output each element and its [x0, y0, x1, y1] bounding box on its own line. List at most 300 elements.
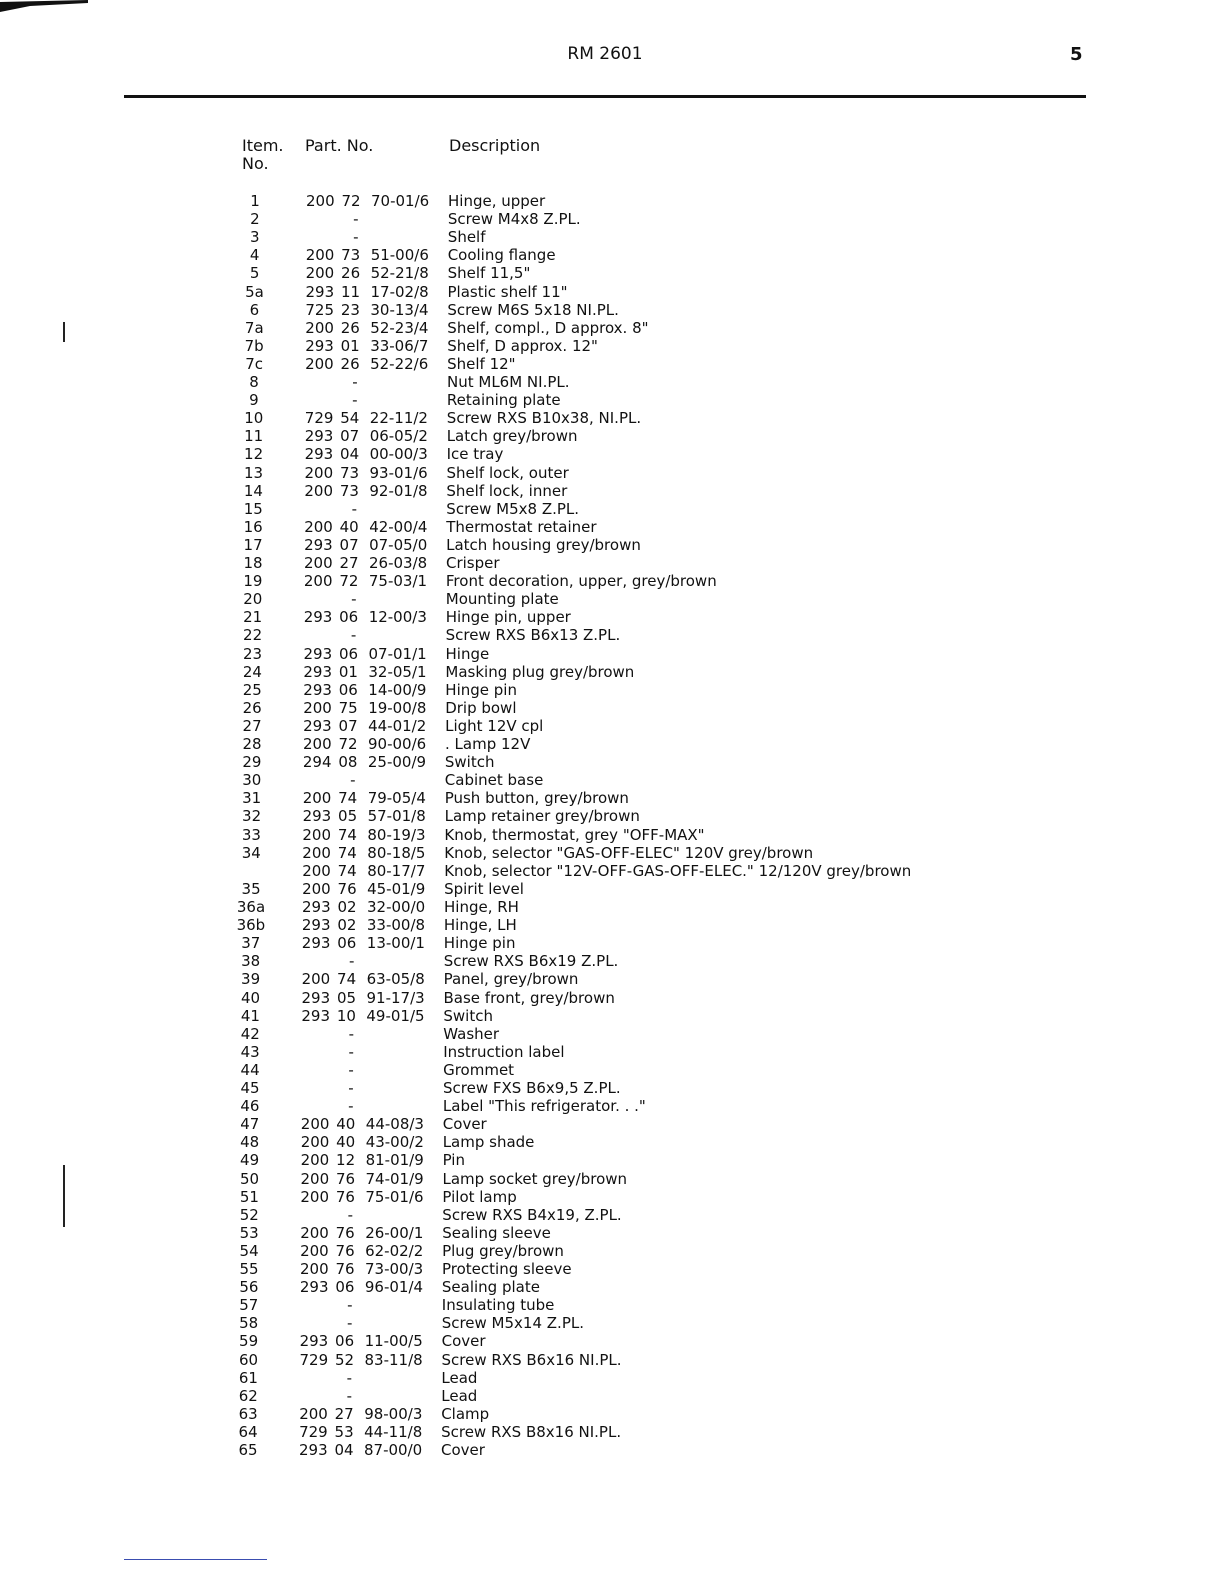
part-number-suffix: 30-13/4 — [370, 300, 429, 319]
part-number-prefix: 293 — [302, 807, 332, 826]
part-number-group: 76 — [337, 879, 357, 898]
part-number-prefix: 200 — [299, 1404, 328, 1423]
part-number-prefix: 200 — [302, 879, 331, 898]
part-number-suffix: 32-05/1 — [368, 662, 427, 681]
part-number-suffix: 12-00/3 — [368, 608, 427, 627]
part-number-group: 06 — [338, 644, 359, 663]
part-number-suffix: 45-01/9 — [367, 879, 426, 898]
part-number-prefix: 200 — [304, 481, 334, 500]
part-number-group: 40 — [339, 517, 359, 536]
table-row — [0, 409, 1224, 427]
part-number-suffix: 98-00/3 — [364, 1404, 423, 1423]
item-number: 5 — [249, 264, 260, 283]
part-number-prefix: 729 — [304, 409, 334, 428]
part-number-suffix: 75-01/6 — [365, 1187, 424, 1206]
table-row — [0, 934, 1224, 952]
part-number-suffix: 42-00/4 — [369, 517, 428, 536]
item-number: 43 — [240, 1042, 260, 1061]
part-number-prefix: 293 — [301, 988, 331, 1007]
table-row — [0, 898, 1224, 916]
part-number-group: 76 — [335, 1169, 356, 1188]
part-description: Sealing sleeve — [442, 1223, 551, 1242]
part-description: Cabinet base — [444, 771, 544, 790]
part-number-suffix: 80-18/5 — [367, 843, 426, 862]
part-number-dash: - — [348, 1079, 354, 1097]
part-number-prefix: 200 — [302, 843, 331, 862]
part-description: Lead — [441, 1368, 478, 1387]
item-number: 5a — [245, 282, 264, 301]
part-description: Shelf, D approx. 12" — [447, 336, 598, 355]
part-number-prefix: 293 — [299, 1278, 329, 1297]
part-number-dash: - — [352, 373, 358, 391]
part-description: Screw RXS B6x16 NI.PL. — [441, 1350, 622, 1369]
table-row — [0, 1441, 1224, 1459]
part-number-suffix: 17-02/8 — [370, 282, 429, 301]
part-number-prefix: 293 — [303, 662, 333, 681]
part-number-suffix: 92-01/8 — [369, 481, 428, 500]
part-description: Screw M6S 5x18 NI.PL. — [447, 300, 619, 319]
table-row — [0, 1061, 1224, 1079]
part-number-group: 27 — [339, 554, 359, 572]
part-description: Shelf lock, inner — [446, 481, 568, 500]
table-row — [0, 626, 1224, 644]
item-number: 41 — [240, 1006, 260, 1025]
part-number-suffix: 73-00/3 — [365, 1260, 424, 1278]
table-row — [0, 264, 1224, 282]
table-row — [0, 1170, 1224, 1188]
item-number: 30 — [242, 771, 262, 790]
part-description: Knob, selector "12V-OFF-GAS-OFF-ELEC." 12/120V grey/brown — [444, 861, 912, 880]
table-row — [0, 916, 1224, 934]
part-number-suffix: 51-00/6 — [370, 246, 429, 265]
part-number-group: 06 — [335, 1278, 355, 1297]
part-number-prefix: 293 — [304, 427, 334, 446]
table-row — [0, 572, 1224, 590]
table-row — [0, 645, 1224, 663]
part-description: . Lamp 12V — [445, 735, 531, 753]
part-number-dash: - — [353, 210, 359, 229]
margin-mark — [63, 322, 65, 342]
table-row — [0, 1332, 1224, 1350]
item-number: 3 — [250, 228, 260, 247]
part-number-dash: - — [351, 590, 357, 609]
part-number-suffix: 26-03/8 — [369, 554, 428, 572]
part-description: Masking plug grey/brown — [445, 662, 635, 681]
part-description: Mounting plate — [445, 590, 559, 609]
part-number-group: 72 — [339, 572, 359, 591]
table-row — [0, 1351, 1224, 1369]
part-number-suffix: 06-05/2 — [369, 427, 428, 446]
part-number-prefix: 200 — [302, 861, 331, 880]
part-number-prefix: 293 — [301, 1006, 331, 1025]
part-number-prefix: 200 — [304, 517, 333, 536]
item-number: 31 — [242, 789, 262, 808]
part-number-suffix: 25-00/9 — [367, 753, 427, 772]
part-number-suffix: 14-00/9 — [368, 680, 427, 699]
part-number-group: 26 — [340, 318, 360, 337]
table-row — [0, 1188, 1224, 1206]
part-number-suffix: 32-00/0 — [367, 898, 426, 916]
table-row — [0, 1097, 1224, 1115]
part-number-suffix: 87-00/0 — [364, 1441, 423, 1459]
part-number-suffix: 80-19/3 — [367, 825, 426, 844]
table-row — [0, 735, 1224, 753]
part-number-group: 07 — [338, 716, 358, 735]
part-number-dash: - — [348, 1097, 354, 1116]
item-number: 7a — [244, 318, 264, 337]
part-number-suffix: 63-05/8 — [366, 970, 425, 989]
part-number-group: 01 — [338, 662, 358, 681]
item-number: 6 — [249, 300, 260, 319]
table-row — [0, 500, 1224, 518]
part-number-dash: - — [350, 626, 357, 645]
part-number-suffix: 80-17/7 — [367, 861, 426, 880]
part-number-suffix: 52-21/8 — [370, 264, 429, 283]
item-number: 11 — [244, 427, 264, 446]
part-number-group: 12 — [336, 1151, 356, 1170]
part-number-prefix: 200 — [305, 354, 334, 373]
table-row — [0, 880, 1224, 898]
table-row — [0, 1079, 1224, 1097]
part-number-suffix: 83-11/8 — [364, 1350, 423, 1369]
part-number-prefix: 293 — [303, 716, 332, 735]
table-row — [0, 1133, 1224, 1151]
item-number: 1 — [250, 192, 260, 210]
table-row — [0, 1151, 1224, 1169]
part-number-group: 74 — [337, 843, 357, 862]
part-description: Cover — [442, 1115, 487, 1134]
page-number: 5 — [1070, 44, 1083, 65]
part-number-group: 07 — [339, 535, 359, 554]
part-number-suffix: 57-01/8 — [367, 807, 426, 826]
part-number-prefix: 293 — [304, 445, 334, 464]
part-number-group: 06 — [339, 608, 359, 627]
part-number-prefix: 294 — [302, 753, 332, 772]
part-number-suffix: 13-00/1 — [366, 934, 425, 953]
table-row — [0, 1405, 1224, 1423]
part-description: Latch housing grey/brown — [446, 535, 641, 554]
item-number: 26 — [242, 698, 262, 717]
table-row — [0, 970, 1224, 988]
part-number-prefix: 293 — [302, 898, 331, 916]
item-number: 13 — [243, 463, 264, 482]
part-number-group: 73 — [339, 463, 360, 482]
item-number: 52 — [239, 1205, 259, 1224]
part-number-prefix: 293 — [301, 934, 331, 953]
item-number: 7c — [245, 354, 263, 373]
item-number: 54 — [239, 1241, 259, 1260]
part-number-prefix: 200 — [305, 246, 335, 265]
table-row — [0, 717, 1224, 735]
item-number: 40 — [240, 988, 261, 1007]
part-number-suffix: 33-00/8 — [366, 916, 426, 935]
part-number-group: 72 — [338, 735, 358, 753]
part-number-prefix: 293 — [303, 644, 333, 663]
part-number-prefix: 293 — [299, 1441, 328, 1459]
part-number-suffix: 00-00/3 — [369, 445, 428, 464]
item-number: 7b — [244, 336, 264, 355]
item-number: 57 — [239, 1296, 259, 1315]
table-row — [0, 663, 1224, 681]
part-number-dash: - — [348, 1060, 354, 1079]
part-description: Cover — [441, 1332, 486, 1351]
table-row — [0, 301, 1224, 319]
table-row — [0, 952, 1224, 970]
item-number: 33 — [241, 825, 261, 844]
table-row — [0, 355, 1224, 373]
item-number: 4 — [249, 246, 260, 265]
item-number: 19 — [243, 572, 263, 591]
part-number-group: 76 — [335, 1223, 355, 1242]
part-number-suffix: 43-00/2 — [365, 1133, 424, 1152]
item-number: 24 — [242, 662, 262, 681]
part-number-prefix: 200 — [302, 789, 332, 808]
part-number-group: 23 — [340, 300, 360, 319]
part-number-suffix: 74-01/9 — [365, 1169, 424, 1188]
part-number-suffix: 07-05/0 — [369, 535, 428, 554]
part-number-prefix: 200 — [303, 698, 332, 717]
part-description: Thermostat retainer — [446, 517, 597, 536]
part-number-suffix: 81-01/9 — [365, 1151, 424, 1170]
item-number: 10 — [244, 409, 264, 428]
part-number-suffix: 49-01/5 — [366, 1006, 425, 1025]
table-row — [0, 228, 1224, 246]
table-row — [0, 1025, 1224, 1043]
part-description: Screw FXS B6x9,5 Z.PL. — [443, 1079, 621, 1097]
part-description: Sealing plate — [441, 1278, 540, 1297]
part-number-group: 53 — [334, 1422, 354, 1441]
table-row — [0, 989, 1224, 1007]
item-number: 14 — [243, 481, 263, 500]
part-number-suffix: 26-00/1 — [365, 1223, 424, 1242]
item-number: 36b — [236, 916, 266, 935]
table-row — [0, 554, 1224, 572]
footer-rule — [124, 1559, 267, 1560]
item-number: 28 — [242, 735, 262, 753]
part-number-prefix: 200 — [300, 1115, 330, 1134]
table-row — [0, 518, 1224, 536]
part-description: Plastic shelf 11" — [447, 282, 568, 301]
part-number-dash: - — [347, 1296, 353, 1315]
table-row — [0, 590, 1224, 608]
part-number-suffix: 44-11/8 — [364, 1422, 423, 1441]
part-description: Lamp shade — [442, 1133, 535, 1152]
part-description: Shelf lock, outer — [446, 463, 569, 482]
part-description: Latch grey/brown — [446, 427, 578, 446]
item-number: 50 — [239, 1169, 260, 1188]
item-number: 39 — [241, 970, 261, 989]
part-number-dash: - — [348, 952, 355, 971]
item-number: 22 — [243, 626, 263, 645]
part-description: Pilot lamp — [442, 1187, 517, 1206]
item-number: 8 — [249, 373, 259, 391]
part-description: Shelf, compl., D approx. 8" — [447, 318, 649, 337]
part-number-group: 08 — [338, 753, 358, 772]
part-number-suffix: 11-00/5 — [364, 1332, 423, 1351]
part-number-suffix: 75-03/1 — [368, 572, 428, 591]
part-number-prefix: 200 — [305, 264, 335, 283]
table-row — [0, 1242, 1224, 1260]
item-number: 37 — [241, 934, 261, 953]
item-number: 63 — [238, 1404, 258, 1423]
part-description: Switch — [444, 753, 495, 772]
table-row — [0, 482, 1224, 500]
part-number-suffix: 79-05/4 — [367, 789, 426, 808]
part-number-group: 54 — [340, 409, 360, 428]
part-description: Hinge — [445, 644, 490, 663]
table-row — [0, 536, 1224, 554]
part-number-group: 11 — [340, 282, 361, 301]
part-number-group: 73 — [341, 246, 361, 265]
part-number-group: 26 — [341, 264, 361, 283]
part-number-group: 40 — [336, 1115, 356, 1134]
item-number: 35 — [241, 879, 261, 898]
part-number-suffix: 19-00/8 — [368, 698, 427, 717]
item-number: 38 — [241, 952, 261, 971]
part-description: Hinge pin, upper — [445, 608, 571, 627]
part-number-suffix: 93-01/6 — [369, 463, 428, 482]
part-description: Shelf 11,5" — [447, 264, 531, 283]
part-description: Pin — [442, 1151, 465, 1170]
item-number: 58 — [239, 1314, 259, 1333]
item-number: 46 — [240, 1097, 260, 1116]
table-row — [0, 1278, 1224, 1296]
part-number-prefix: 200 — [302, 825, 332, 844]
part-number-group: 05 — [336, 988, 357, 1007]
part-description: Screw RXS B4x19, Z.PL. — [442, 1205, 622, 1224]
part-number-prefix: 293 — [303, 608, 333, 627]
part-number-prefix: 200 — [300, 1187, 330, 1206]
part-number-prefix: 293 — [301, 916, 331, 935]
table-row — [0, 427, 1224, 445]
part-number-group: 06 — [338, 680, 358, 699]
part-description: Label "This refrigerator. . ." — [442, 1097, 646, 1116]
part-number-dash: - — [347, 1205, 353, 1224]
part-description: Base front, grey/brown — [443, 988, 615, 1007]
column-header-item: Item. No. — [242, 136, 284, 173]
item-number: 48 — [240, 1133, 260, 1152]
table-row — [0, 807, 1224, 825]
part-number-group: 76 — [335, 1241, 355, 1260]
part-number-suffix: 52-22/6 — [370, 354, 429, 373]
part-description: Retaining plate — [446, 391, 561, 410]
part-number-group: 06 — [335, 1332, 355, 1351]
table-row — [0, 789, 1224, 807]
item-number: 59 — [239, 1332, 259, 1351]
item-number: 44 — [240, 1060, 260, 1079]
part-number-dash: - — [346, 1314, 353, 1333]
part-number-dash: - — [353, 228, 359, 247]
part-number-prefix: 200 — [300, 1241, 329, 1260]
part-number-prefix: 200 — [300, 1133, 330, 1152]
part-description: Push button, grey/brown — [444, 789, 629, 808]
part-description: Hinge, RH — [444, 898, 519, 916]
part-description: Screw M4x8 Z.PL. — [447, 210, 581, 229]
part-description: Lead — [441, 1386, 478, 1405]
table-row — [0, 1206, 1224, 1224]
margin-mark — [63, 1165, 65, 1227]
item-number: 60 — [238, 1350, 259, 1369]
table-row — [0, 283, 1224, 301]
part-number-group: 76 — [335, 1187, 355, 1206]
table-row — [0, 445, 1224, 463]
item-number: 16 — [243, 517, 263, 536]
part-number-prefix: 200 — [306, 192, 335, 210]
part-description: Washer — [443, 1024, 500, 1043]
part-number-group: 74 — [337, 825, 357, 844]
part-number-suffix: 62-02/2 — [365, 1241, 424, 1260]
part-number-dash: - — [352, 391, 358, 410]
table-row — [0, 1387, 1224, 1405]
part-number-prefix: 200 — [304, 554, 333, 572]
part-description: Screw RXS B6x13 Z.PL. — [445, 626, 621, 645]
table-row — [0, 192, 1224, 210]
table-row — [0, 464, 1224, 482]
part-description: Hinge, upper — [448, 192, 546, 210]
part-number-suffix: 44-08/3 — [365, 1115, 424, 1134]
item-number: 27 — [242, 716, 262, 735]
part-number-group: 02 — [337, 898, 357, 916]
part-number-dash: - — [348, 1042, 354, 1061]
part-number-prefix: 200 — [303, 735, 332, 753]
item-number: 47 — [240, 1115, 260, 1134]
table-row — [0, 1369, 1224, 1387]
item-number: 17 — [243, 535, 263, 554]
part-description: Ice tray — [446, 445, 504, 464]
part-number-group: 52 — [334, 1350, 355, 1369]
table-row — [0, 337, 1224, 355]
part-number-suffix: 96-01/4 — [364, 1278, 424, 1297]
part-number-group: 40 — [336, 1133, 356, 1152]
table-row — [0, 608, 1224, 626]
table-row — [0, 699, 1224, 717]
part-description: Cover — [441, 1441, 485, 1459]
item-number: 42 — [240, 1024, 260, 1043]
part-description: Shelf 12" — [447, 354, 516, 373]
part-number-suffix: 52-23/4 — [370, 318, 429, 337]
part-number-suffix: 07-01/1 — [368, 644, 427, 663]
part-number-group: 73 — [339, 481, 359, 500]
item-number: 64 — [238, 1422, 258, 1441]
part-number-suffix: 91-17/3 — [366, 988, 425, 1007]
part-description: Knob, thermostat, grey "OFF-MAX" — [444, 825, 705, 844]
table-row — [0, 1224, 1224, 1242]
part-description: Hinge pin — [445, 680, 517, 699]
item-number: 18 — [243, 554, 263, 572]
table-row — [0, 1007, 1224, 1025]
table-row — [0, 1260, 1224, 1278]
table-row — [0, 681, 1224, 699]
part-description: Hinge, LH — [443, 916, 517, 935]
item-number: 53 — [239, 1223, 259, 1242]
table-row — [0, 246, 1224, 264]
part-number-group: 05 — [338, 807, 358, 826]
part-number-prefix: 200 — [304, 463, 334, 482]
table-row — [0, 826, 1224, 844]
item-number: 20 — [243, 590, 263, 609]
part-number-group: 26 — [340, 354, 360, 373]
part-description: Screw M5x14 Z.PL. — [441, 1314, 584, 1333]
table-row — [0, 844, 1224, 862]
part-number-group: 07 — [340, 427, 360, 446]
part-number-group: 04 — [334, 1441, 354, 1459]
part-number-suffix: 90-00/6 — [368, 735, 427, 753]
table-row — [0, 1043, 1224, 1061]
part-description: Hinge pin — [443, 934, 516, 953]
part-description: Screw RXS B10x38, NI.PL. — [446, 409, 642, 428]
part-description: Spirit level — [444, 879, 524, 898]
part-number-prefix: 200 — [301, 970, 331, 989]
